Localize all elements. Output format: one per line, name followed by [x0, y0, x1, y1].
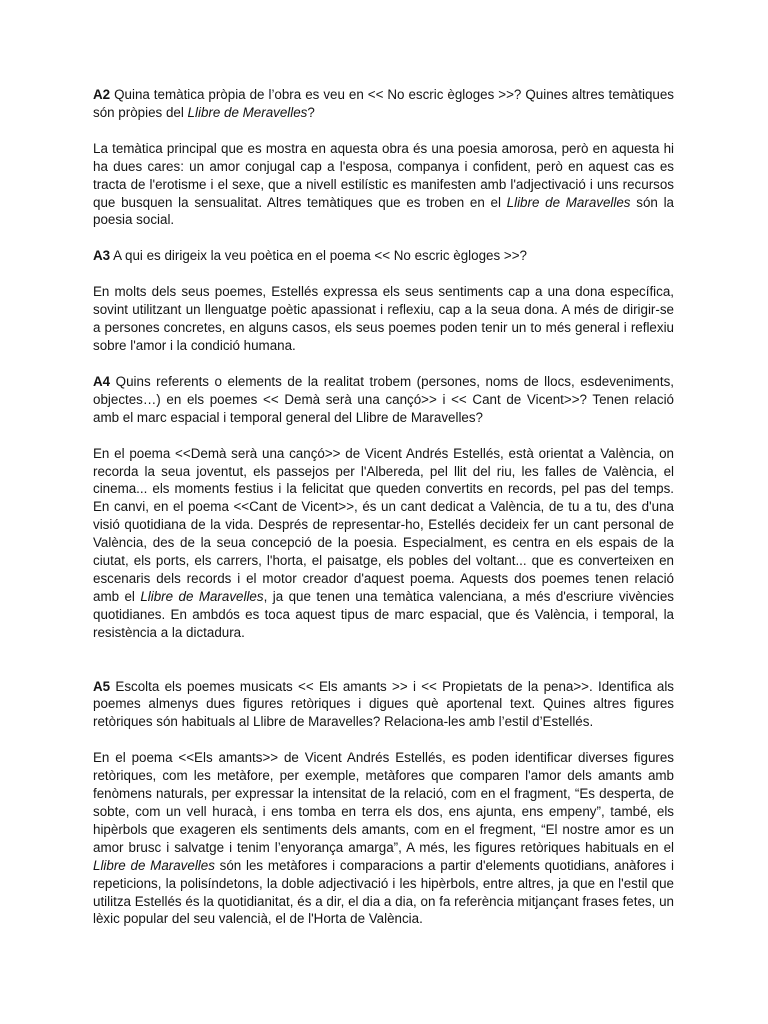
- answer-text: , ja que tenen una temàtica valenciana, a més d'escriure vivències quotidianes. En ambdós es toca aquest tipus de marc espacial, que és València, i temporal, la resistència a la dictadura.: [93, 588, 674, 640]
- book-title: Llibre de Maravelles: [506, 194, 631, 210]
- question-text: Escolta els poemes musicats << Els amants >> i << Propietats de la pena>>. Identifica als poemes almenys dues figures retòriques i digues què aportenal text. Quines altres figures retòriques són habituals al Llibre de Maravelles? Relaciona-les amb l’estil d’Estellés.: [93, 678, 674, 730]
- question-text: A qui es dirigeix la veu poètica en el poema << No escric ègloges >>?: [110, 248, 527, 264]
- question-text: Quina temàtica pròpia de l’obra es veu en << No escric ègloges >>? Quines altres temàtiques són pròpies del: [93, 87, 674, 120]
- answer-a3: [93, 283, 674, 355]
- answer-a5: [93, 749, 674, 928]
- answer-text: En el poema <<Els amants>> de Vicent Andrés Estellés, es poden identificar diverses figures retòriques, com les metàfore, per exemple, metàfores que comparen l'amor dels amants amb fenòmens naturals, per expressar la intensitat de la relació, com en el fragment, “Es desperta, de sobte, com un vell huracà, i ens tomba en terra els dos, ens ajunta, ens empeny”, també, els hipèrbols que exageren els sentiments dels amants, com en el fregment, “El nostre amor es un amor brusc i salvatge i tenim l’enyorança amarga”, A més, les figures retòriques habituals en el: [93, 750, 674, 855]
- book-title: Llibre de Maravelles: [140, 588, 264, 604]
- answer-text: són la poesia social.: [93, 194, 674, 228]
- question-number: A2: [93, 87, 111, 102]
- book-title: Llibre de Maravelles: [93, 857, 215, 873]
- answer-text: En el poema <<Demà serà una cançó>> de Vicent Andrés Estellés, està orientat a València, on recorda la seua joventut, els passejos per l'Albereda, pel llit del riu, les falles de València, el cinema... els moments festius i la felicitat que queden convertits en records, pel pas del temps. En canvi, en el poema <<Cant de Vicent>>, és un cant dedicat a València, de tu a tu, des d'una visió quotidiana de la vida. Després de representar-ho, Estellés decideix fer un cant personal de València, des de la seua concepció de la poesia. Especialment, es centra en els espais de la ciutat, els ports, els carrers, l'horta, el paisatge, els pobles del voltant... que es converteixen en escenaris dels records i el motor creador d'aquest poema. Aquests dos poemes tenen relació amb el: [93, 445, 674, 604]
- answer-text: són les metàfores i comparacions a partir d'elements quotidians, anàfores i repeticions, la polisíndetons, la doble adjectivació i les hipèrbols, entre altres, ja que en l'estil que utilitza Estellés és la quotidianitat, és a dir, el dia a dia, on fa referència mitjançant frases fetes, un lèxic popular del seu valencià, el de l'Horta de València.: [93, 857, 674, 927]
- answer-text: En molts dels seus poemes, Estellés expressa els seus sentiments cap a una dona específica, sovint utilitzant un llenguatge poètic apassionat i reflexiu, cap a la seua dona. A més de dirigir-se a persones concretes, en alguns casos, els seus poemes poden tenir un to més general i reflexiu sobre l'amor i la condició humana.: [93, 284, 674, 353]
- book-title: Llibre de Meravelles: [187, 104, 308, 120]
- question-number: A3: [93, 248, 111, 264]
- question-number: A4: [93, 373, 111, 389]
- answer-a4: [93, 445, 674, 642]
- question-text: Quins referents o elements de la realitat trobem (persones, noms de llocs, esdeveniments, objectes…) en els poemes << Demà serà una cançó>> i << Cant de Vicent>>? Tenen relació amb el marc espacial i temporal general del Llibre de Maravelles?: [93, 373, 674, 425]
- answer-a2: [93, 140, 674, 230]
- answer-text: La temàtica principal que es mostra en aquesta obra és una poesia amorosa, però en aquesta hi ha dues cares: un amor conjugal cap a l'esposa, companya i confident, però en aquest cas es tracta de l'erotisme i el sexe, que a nivell estilístic es manifesten amb l'adjectivació i uns recursos que busquen la sensualitat. Altres temàtiques que es troben en el: [93, 140, 674, 210]
- question-number: A5: [93, 678, 111, 694]
- question-a2: [93, 86, 674, 122]
- question-text: ?: [307, 104, 315, 120]
- question-a4: [93, 373, 674, 427]
- question-a5: [93, 678, 674, 732]
- question-a3: [93, 247, 674, 265]
